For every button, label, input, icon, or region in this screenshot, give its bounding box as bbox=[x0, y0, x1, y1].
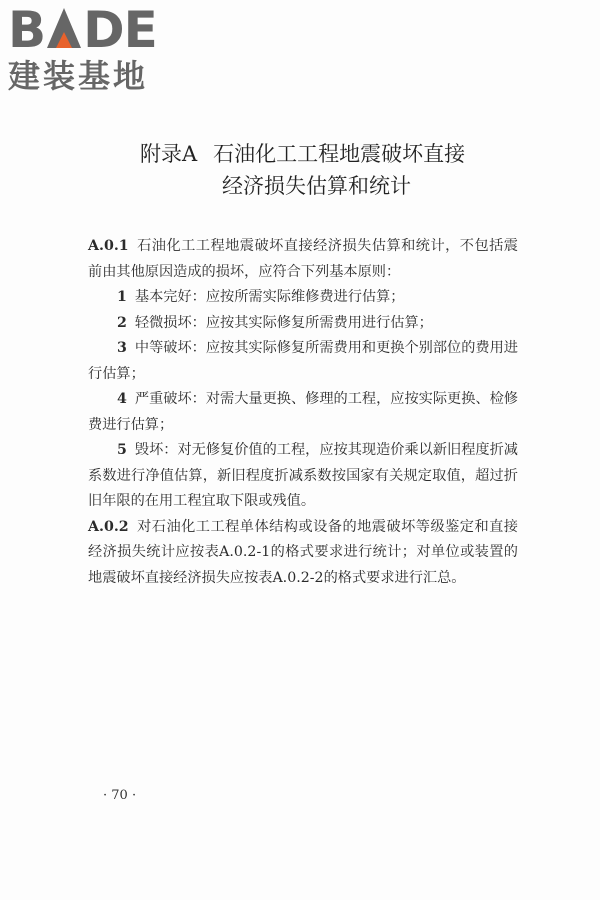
clause-text: 石油化工工程地震破坏直接经济损失估算和统计，不包括震前由其他原因造成的损坏，应符合下列基本原则： bbox=[88, 238, 518, 280]
logo-wordmark: B DE bbox=[8, 1, 157, 59]
item-text: 严重破坏：对需大量更换、修理的工程，应按实际更换、检修费进行估算； bbox=[88, 391, 518, 433]
title-line-2: 经济损失估算和统计 bbox=[222, 174, 411, 198]
clause-a02 bbox=[88, 515, 518, 592]
appendix-title bbox=[0, 138, 600, 202]
list-item bbox=[88, 285, 518, 311]
list-item bbox=[88, 336, 518, 387]
list-item bbox=[88, 311, 518, 337]
page-number: · 70 · bbox=[103, 788, 137, 803]
clause-number: A.0.2 bbox=[88, 518, 129, 535]
clause-text: 对石油化工工程单体结构或设备的地震破坏等级鉴定和直接经济损失统计应按表A.0.2-1的格式要求进行统计；对单位或装置的地震破坏直接经济损失应按表A.0.2-2的格式要求进行汇总。 bbox=[88, 518, 518, 586]
clause-number: A.0.1 bbox=[88, 238, 129, 254]
body-text bbox=[88, 234, 518, 591]
title-text-1: 石油化工工程地震破坏直接 bbox=[213, 142, 466, 166]
list-item bbox=[88, 387, 518, 438]
item-number: 2 bbox=[117, 314, 127, 331]
title-line-1 bbox=[0, 138, 600, 170]
clause-a01 bbox=[88, 234, 518, 285]
appendix-label: 附录A bbox=[140, 142, 198, 166]
item-text: 轻微损坏：应按其实际修复所需费用进行估算； bbox=[134, 314, 433, 331]
item-number: 3 bbox=[117, 340, 127, 356]
item-text: 基本完好：应按所需实际维修费进行估算； bbox=[134, 289, 405, 305]
item-number: 1 bbox=[117, 289, 127, 305]
item-text: 毁坏：对无修复价值的工程，应按其现造价乘以新旧程度折减系数进行净值估算，新旧程度折减系数按国家有关规定取值，超过折旧年限的在用工程宜取下限或残值。 bbox=[88, 442, 518, 509]
brand-logo bbox=[8, 1, 178, 96]
logo-triangle-icon bbox=[46, 7, 82, 47]
item-text: 中等破坏：应按其实际修复所需费用和更换个别部位的费用进行估算； bbox=[88, 340, 518, 382]
list-item bbox=[88, 438, 518, 515]
item-number: 5 bbox=[117, 442, 127, 458]
logo-subtitle: 建装基地 bbox=[8, 57, 149, 95]
item-number: 4 bbox=[117, 391, 127, 407]
